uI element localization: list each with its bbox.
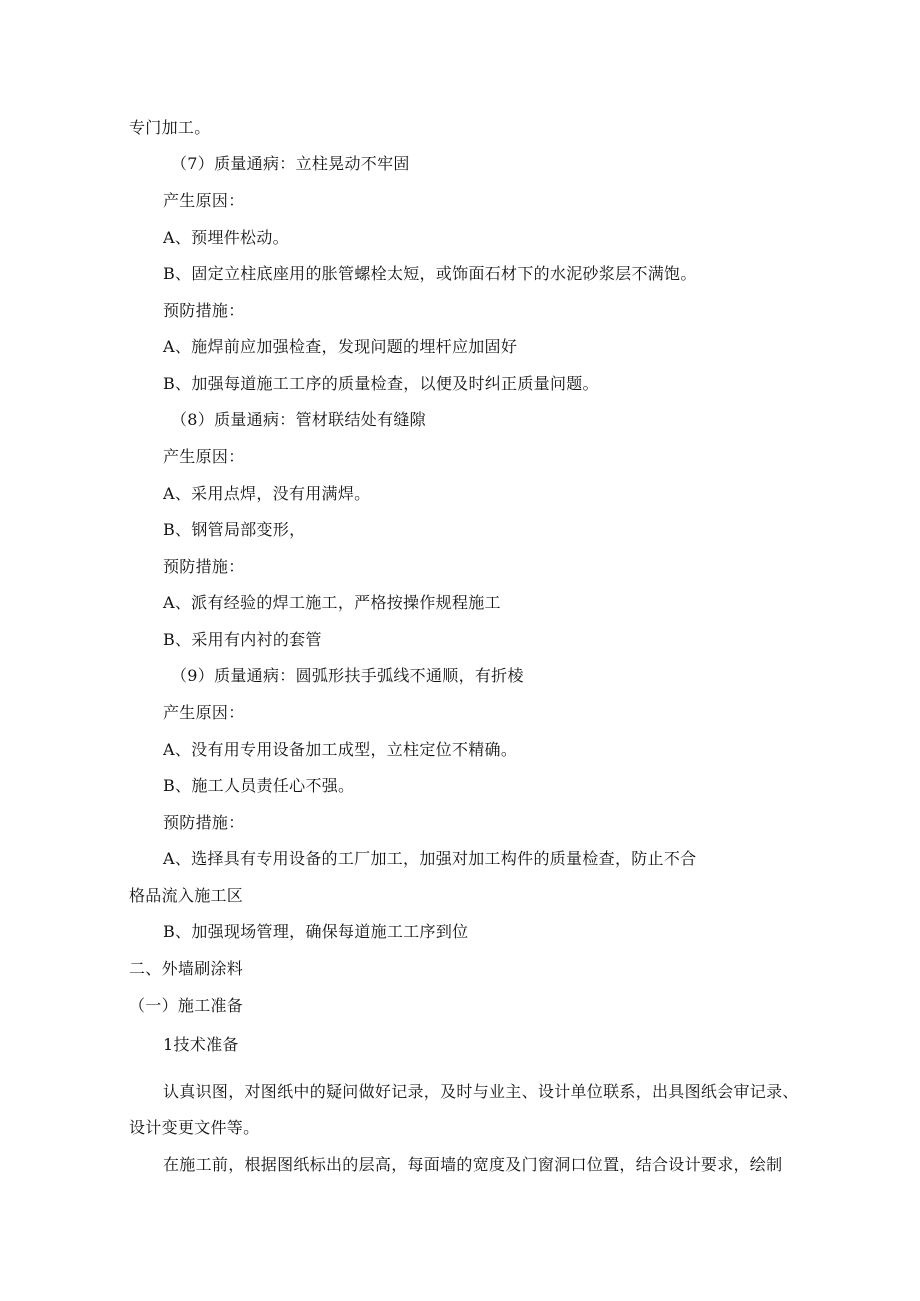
- text-line: 专门加工。: [129, 118, 211, 137]
- text-line: 预防措施：: [163, 813, 245, 832]
- item-heading: 1技术准备: [163, 1035, 239, 1054]
- text-line: 产生原因：: [163, 703, 245, 722]
- text-line: B、采用有内衬的套管: [163, 630, 322, 649]
- chapter-heading: 二、外墙刷涂料: [129, 959, 244, 978]
- text-line: B、施工人员责任心不强。: [163, 776, 355, 795]
- text-line: A、采用点焊，没有用满焊。: [163, 484, 371, 503]
- text-line: 产生原因：: [163, 447, 245, 466]
- subsection-heading: （一）施工准备: [129, 996, 244, 1015]
- text-line: 设计变更文件等。: [129, 1118, 260, 1137]
- text-line: 格品流入施工区: [129, 886, 244, 905]
- text-line: A、施焊前应加强检查，发现问题的埋杆应加固好: [163, 337, 518, 356]
- section-heading-8: （8）质量通病：管材联结处有缝隙: [171, 410, 426, 429]
- text-line: B、钢管局部变形，: [163, 520, 306, 539]
- section-heading-9: （9）质量通病：圆弧形扶手弧线不通顺，有折棱: [171, 666, 524, 685]
- text-line: 预防措施：: [163, 301, 245, 320]
- text-line: 产生原因：: [163, 191, 245, 210]
- text-line: B、加强现场管理，确保每道施工工序到位: [163, 922, 469, 941]
- text-line: A、预埋件松动。: [163, 228, 289, 247]
- text-line: B、加强每道施工工序的质量检查，以便及时纠正质量问题。: [163, 374, 599, 393]
- text-line: 认真识图，对图纸中的疑问做好记录，及时与业主、设计单位联系，出具图纸会审记录、: [163, 1082, 799, 1101]
- text-line: 预防措施：: [163, 557, 245, 576]
- text-line: A、派有经验的焊工施工，严格按操作规程施工: [163, 593, 501, 612]
- text-line: A、选择具有专用设备的工厂加工，加强对加工构件的质量检查，防止不合: [163, 849, 697, 868]
- text-line: 在施工前，根据图纸标出的层高，每面墙的宽度及门窗洞口位置，结合设计要求，绘制: [163, 1155, 783, 1174]
- text-line: B、固定立柱底座用的胀管螺栓太短，或饰面石材下的水泥砂浆层不满饱。: [163, 264, 697, 283]
- section-heading-7: （7）质量通病：立柱晃动不牢固: [171, 154, 410, 173]
- text-line: A、没有用专用设备加工成型，立柱定位不精确。: [163, 740, 518, 759]
